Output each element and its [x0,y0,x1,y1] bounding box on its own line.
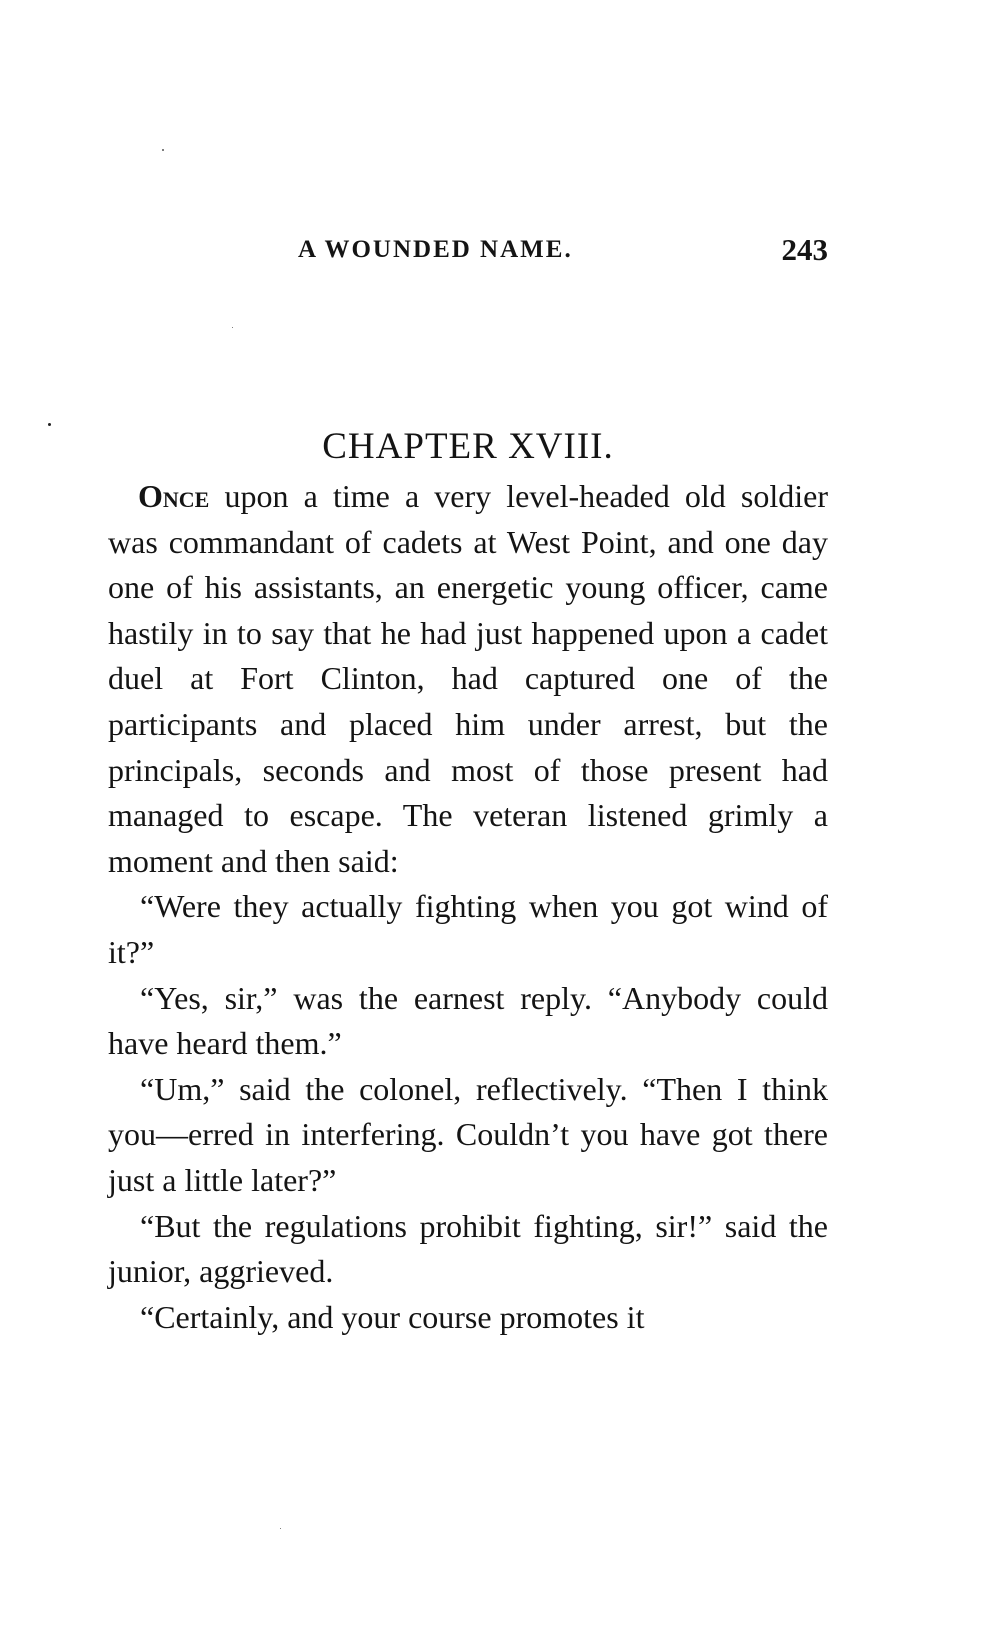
page-number: 243 [781,232,828,267]
paper-speck [232,327,233,328]
paper-speck [280,1528,281,1529]
paragraph: “Um,” said the colonel, reflectively. “Then I think you—erred in interfering. Couldn’t you have got there just a little later?” [108,1070,828,1198]
chapter-title: CHAPTER XVIII. [322,426,614,467]
paragraph-text: upon a time a very level-headed old soldier was commandant of cadets at West Point, and one day one of his assistants, an energetic young officer, came hastily in to say that he had just happened upon a cadet duel at Fort Clinton, had captured one of the participants and placed him under arrest, but the principals, seconds and most of those present had managed to escape. The veteran listened grimly a moment and then said: [108,478,828,879]
paragraph: “Certainly, and your course promotes it [140,1298,645,1335]
paragraph: “Were they actually fighting when you got wind of it?” [108,888,828,970]
body-text [108,474,828,1340]
opening-word: Once [138,478,210,514]
paragraph [108,474,828,884]
running-head [108,232,828,272]
running-title: A WOUNDED NAME. [298,236,573,263]
paper-speck [162,149,164,151]
paragraph: “But the regulations prohibit fighting, sir!” said the junior, aggrieved. [108,1207,828,1290]
paragraph: “Yes, sir,” was the earnest reply. “Anybody could have heard them.” [108,979,828,1062]
paper-speck [48,423,51,426]
